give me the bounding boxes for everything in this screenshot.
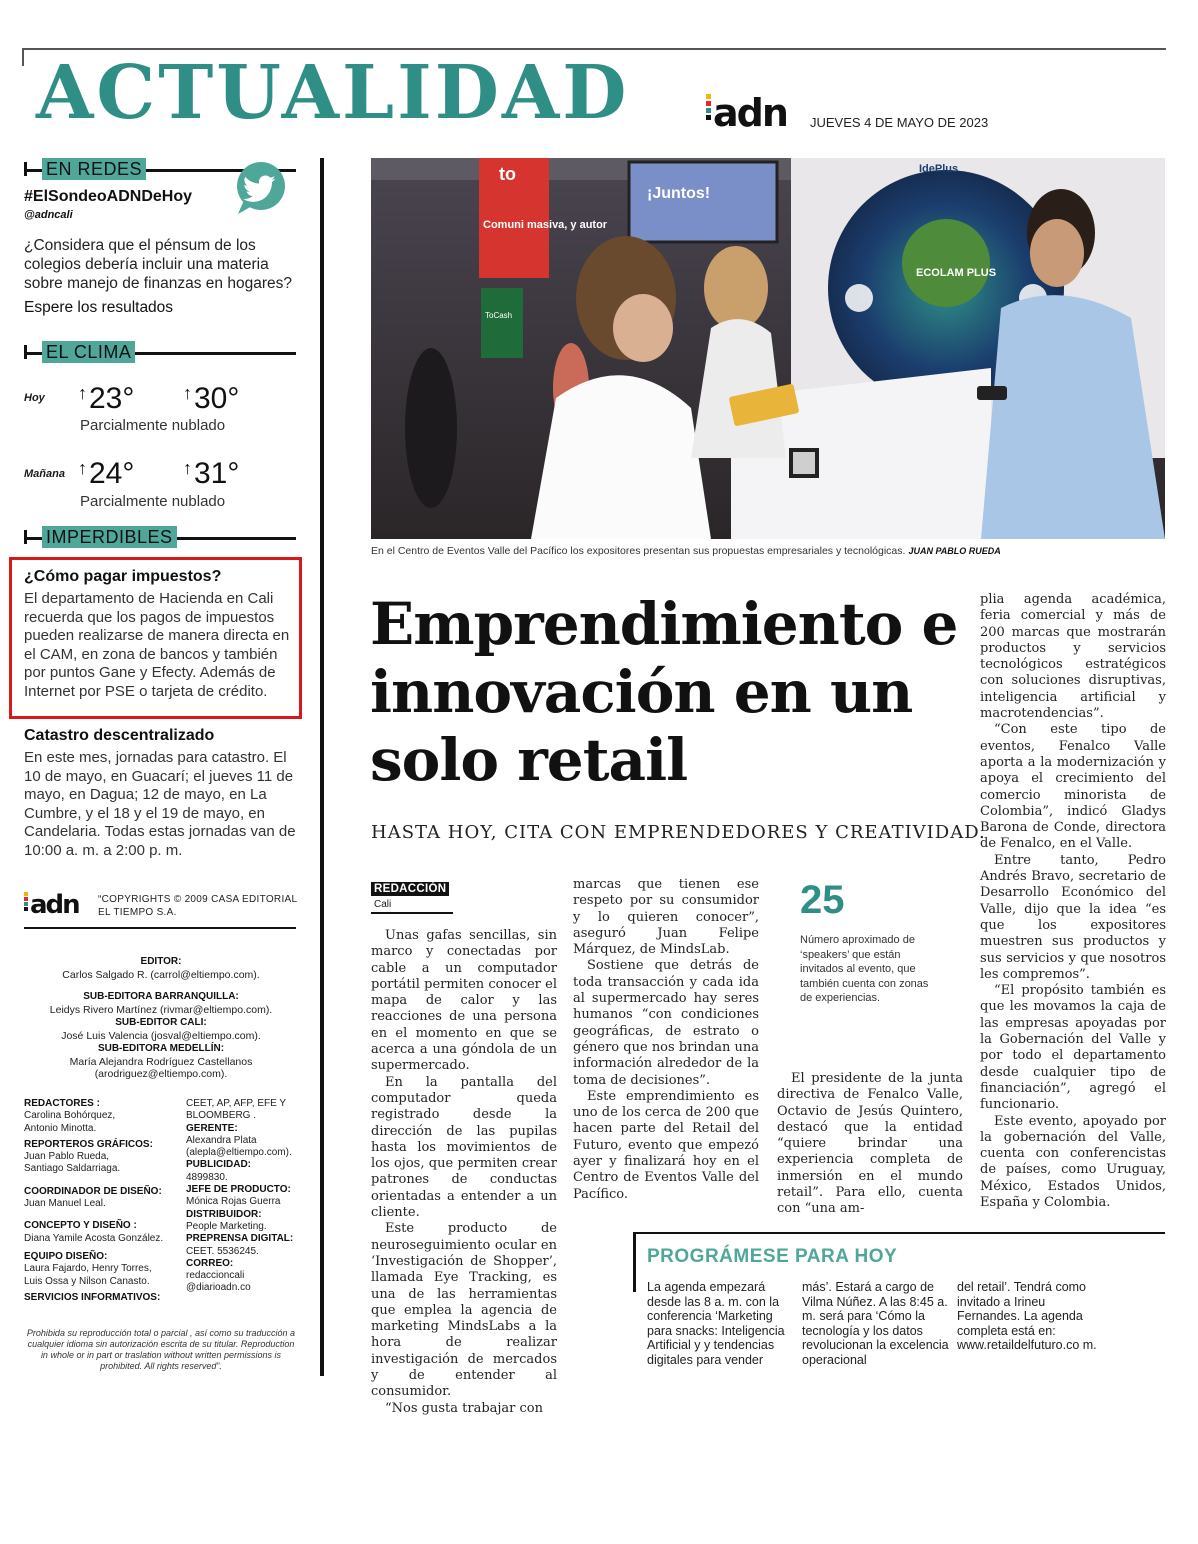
credit-text: Carlos Salgado R. (carrol@eltiempo.com). bbox=[62, 968, 260, 981]
weather-day-label: Mañana bbox=[24, 468, 65, 480]
credit-text: 4899830. bbox=[186, 1171, 228, 1183]
credit-label: REDACTORES : bbox=[24, 1098, 100, 1109]
credit-text: Leidys Rivero Martínez (rivmar@eltiempo.com). bbox=[49, 1003, 273, 1016]
logo-dots bbox=[24, 892, 28, 912]
headline: Emprendimiento e innovación en un solo retail bbox=[370, 590, 958, 794]
article-column-1 bbox=[371, 928, 557, 1417]
arrow-up-icon: ↑ bbox=[183, 458, 192, 478]
credit-text: Diana Yamile Acosta González. bbox=[24, 1232, 164, 1244]
weather-min-temp: ↑23° bbox=[78, 382, 135, 415]
byline-city: Cali bbox=[371, 897, 453, 914]
stat-description: Número aproximado de ‘speakers’ que están invitados al evento, que también cuenta con zonas de experiencias. bbox=[800, 934, 929, 1004]
photo-product: ECOLAM PLUS bbox=[916, 267, 997, 279]
article-paragraph: plia agenda académica, feria comercial y más de 200 marcas que mostrarán productos y servicios tecnológicos estratégicos con soluciones disruptivas, inteligencia artificial y macrotendencias”. bbox=[980, 592, 1166, 722]
credit-text: CEET, AP, AFP, EFE Y BLOOMBERG . bbox=[186, 1098, 286, 1122]
weather-day-label: Hoy bbox=[24, 392, 45, 404]
poll-hashtag: #ElSondeoADNDeHoy bbox=[24, 188, 193, 205]
credit-label: CONCEPTO Y DISEÑO : bbox=[24, 1220, 137, 1232]
caption-text: En el Centro de Eventos Valle del Pacífico los expositores presentan sus propuestas empresariales y tecnológicas. bbox=[371, 545, 906, 557]
program-title: PROGRÁMESE PARA HOY bbox=[647, 1246, 898, 1267]
adn-logo bbox=[706, 91, 787, 135]
article-paragraph: En la pantalla del computador queda registrado desde la dirección de las pupilas hasta los movimientos de los ojos, que permiten crear patrones de conductas orientadas a entender a un cliente. bbox=[371, 1074, 557, 1221]
section-label: EL CLIMA bbox=[42, 341, 135, 363]
article-paragraph: Entre tanto, Pedro Andrés Bravo, secretario de Desarrollo Económico del Valle, dijo que la idea “es que los expositores muestren sus productos y sus servicios y que nosotros les compremos”. bbox=[980, 852, 1166, 982]
logo-text: adn bbox=[713, 91, 787, 135]
credit-label: GERENTE: bbox=[186, 1122, 238, 1134]
item-text: El departamento de Hacienda en Cali recuerda que los pagos de impuestos pueden realizarse de manera directa en el CAM, en zona de bancos y también por puntos Gane y Efecty. Además de Internet por PSE o tarjeta de crédito. bbox=[24, 590, 290, 700]
credit-text: People Marketing. bbox=[186, 1220, 267, 1232]
article-paragraph: “Nos gusta trabajar con bbox=[385, 1400, 543, 1416]
photo-sign-banner: Comuni masiva, y autor bbox=[483, 219, 608, 231]
section-label: IMPERDIBLES bbox=[42, 526, 177, 548]
credit-label: SERVICIOS INFORMATIVOS: bbox=[24, 1291, 161, 1303]
arrow-up-icon: ↑ bbox=[183, 383, 192, 403]
credit-label: CORREO: bbox=[186, 1257, 234, 1269]
legal-notice: Prohibida su reproducción total o parcial , así como su traducción a cualquier idioma sin autorización escrita de su titular. Reproduction in whole or in part or traslation without written permissions is prohibited. All rights reserved”. bbox=[26, 1328, 296, 1371]
weather-max-temp: ↑30° bbox=[183, 382, 240, 415]
logo-text: adn bbox=[30, 890, 79, 920]
program-column-3: del retail’. Tendrá como invitado a Irineu Fernandes. La agenda completa está en: www.retaildelfuturo.co m. bbox=[957, 1280, 1097, 1353]
photo-brand: IdePlus bbox=[919, 163, 959, 175]
article-column-4 bbox=[980, 592, 1166, 1211]
credit-label: PUBLICIDAD: bbox=[186, 1159, 251, 1171]
byline-tag: REDACCIÓN bbox=[371, 882, 449, 896]
section-header-imperdibles bbox=[24, 526, 296, 548]
stat-number: 25 bbox=[800, 878, 845, 922]
article-paragraph: “El propósito también es que les movamos la caja de las empresas apoyadas por la Gobernación del Valle y por todo el departamento desde cualquier tipo de financiación”, agregó el funcionario. bbox=[980, 983, 1166, 1113]
credit-label: COORDINADOR DE DISEÑO: bbox=[24, 1185, 162, 1197]
weather-condition: Parcialmente nublado bbox=[80, 417, 226, 434]
credit-text: Laura Fajardo, Henry Torres, Luis Ossa y Nilson Canasto. bbox=[24, 1263, 152, 1287]
adn-logo-small bbox=[24, 892, 79, 918]
photo-caption bbox=[371, 545, 1001, 557]
article-paragraph: marcas que tienen ese respeto por su consumidor y lo quieren conocer”, aseguró Juan Felipe Márquez, de MindsLab. bbox=[573, 877, 759, 958]
poll-results: Espere los resultados bbox=[24, 299, 174, 316]
credit-label: REPORTEROS GRÁFICOS: bbox=[24, 1138, 153, 1150]
item-text: En este mes, jornadas para catastro. El 10 de mayo, en Guacarí; el jueves 11 de mayo, en Dagua; 12 de mayo, en La Cumbre, y el 18 y el 19 de mayo, en Candelaria. Todas estas jornadas van de 10:00 a. m. a 2:00 p. m. bbox=[24, 749, 296, 859]
byline bbox=[371, 879, 453, 914]
poll-question: ¿Considera que el pénsum de los colegios debería incluir una materia sobre manejo de finanzas en hogares? bbox=[24, 237, 292, 292]
item-title: Catastro descentralizado bbox=[24, 727, 215, 744]
credit-text: María Alejandra Rodríguez Castellanos (arodriguez@eltiempo.com). bbox=[69, 1055, 253, 1080]
credit-text: Alexandra Plata (alepla@eltiempo.com). bbox=[186, 1134, 292, 1159]
column-rule bbox=[320, 158, 324, 1376]
subheadline: HASTA HOY, CITA CON EMPRENDEDORES Y CREATIVIDAD. bbox=[371, 822, 986, 843]
weather-condition: Parcialmente nublado bbox=[80, 493, 226, 510]
article-paragraph: Este evento, apoyado por la gobernación del Valle, cuenta con conferencistas de países, como Uruguay, México, Estados Unidos, España y Colombia. bbox=[980, 1113, 1166, 1210]
event-photo bbox=[371, 158, 1165, 539]
event-photo-illustration bbox=[371, 158, 1165, 539]
divider bbox=[24, 927, 296, 929]
twitter-bubble-icon bbox=[230, 160, 288, 218]
photo-kiosk: ToCash bbox=[485, 311, 513, 320]
logo-dots bbox=[706, 94, 711, 122]
photo-screen-text: ¡Juntos! bbox=[647, 185, 711, 202]
weather-min-temp: ↑24° bbox=[78, 457, 135, 490]
article-paragraph: Unas gafas sencillas, sin marco y conectadas por cable a un computador portátil permiten conocer el mapa de calor y las reacciones de una persona en el momento en que se acerca a una góndola de un supermercado. bbox=[371, 928, 557, 1074]
credit-label: DISTRIBUIDOR: bbox=[186, 1208, 262, 1220]
article-paragraph: El presidente de la junta directiva de Fenalco Valle, Octavio de Jesús Quintero, destacó que la entidad “quiere brindar una experiencia completa de inmersión en el mundo retail”. Para ello, cuenta con “una am- bbox=[777, 1071, 963, 1217]
credit-label: EDITOR: bbox=[140, 956, 182, 967]
article-paragraph: Sostiene que detrás de toda transacción y cada ida al supermercado hay seres humanos “con condiciones geográficas, de estrato o género que nos brindan una información alrededor de la toma de decisiones”. bbox=[573, 958, 759, 1088]
copyright-notice: “COPYRIGHTS © 2009 CASA EDITORIAL EL TIEMPO S.A. bbox=[98, 894, 297, 918]
section-header-clima bbox=[24, 341, 296, 363]
credit-text: Carolina Bohórquez, Antonio Minotta. bbox=[24, 1110, 116, 1134]
masthead-left bbox=[24, 1098, 184, 1304]
top-rule-tick bbox=[22, 48, 24, 66]
credit-label: SUB-EDITOR CALI: bbox=[115, 1017, 207, 1028]
article-column-3 bbox=[777, 1071, 963, 1218]
photo-sign-top: to bbox=[499, 164, 516, 184]
masthead-right bbox=[186, 1098, 301, 1295]
credit-text: José Luis Valencia (josval@eltiempo.com). bbox=[61, 1029, 261, 1042]
credit-label: JEFE DE PRODUCTO: bbox=[186, 1184, 291, 1196]
credit-text: Mónica Rojas Guerra bbox=[186, 1196, 281, 1208]
photo-credit: JUAN PABLO RUEDA bbox=[908, 546, 1001, 556]
weather-max-temp: ↑31° bbox=[183, 457, 240, 490]
article-paragraph: Este emprendimiento es uno de los cerca de 200 que hacen parte del Retail del Futuro, evento que empezó ayer y finalizará hoy en el Centro de Eventos Valle del Pacífico. bbox=[573, 1088, 759, 1202]
section-label: EN REDES bbox=[42, 158, 146, 180]
article-paragraph: “Con este tipo de eventos, Fenalco Valle aporta a la modernización y apoya el crecimiento del comercio minorista de Colombia”, indicó Gladys Barona de Conde, directora de Fenalco, en el Valle. bbox=[980, 722, 1166, 852]
credit-label: SUB-EDITORA MEDELLÍN: bbox=[97, 1043, 225, 1054]
issue-date: JUEVES 4 DE MAYO DE 2023 bbox=[810, 115, 989, 130]
section-title: ACTUALIDAD bbox=[36, 50, 630, 136]
poll-handle: @adncali bbox=[24, 209, 73, 221]
credit-text: Juan Pablo Rueda, Santiago Saldarriaga. bbox=[24, 1151, 121, 1175]
masthead-editors bbox=[24, 955, 298, 1081]
program-column-1: La agenda empezará desde las 8 a. m. con la conferencia ‘Marketing para snacks: Inteligencia Artificial y y tendencias digitales para vender bbox=[647, 1280, 785, 1367]
credit-text: Juan Manuel Leal. bbox=[24, 1198, 106, 1210]
arrow-up-icon: ↑ bbox=[78, 383, 87, 403]
credit-text: CEET. 5536245. bbox=[186, 1245, 259, 1257]
item-title: ¿Cómo pagar impuestos? bbox=[24, 568, 222, 585]
arrow-up-icon: ↑ bbox=[78, 458, 87, 478]
article-paragraph: Este producto de neuroseguimiento ocular en ‘Investigación de Shopper’, llamada Eye Tracking, es una de las herramientas que emplea la agencia de marketing MindsLabs a la hora de realizar investigación de mercados y de entender al consumidor. bbox=[371, 1221, 557, 1400]
credit-label: EQUIPO DISEÑO: bbox=[24, 1250, 108, 1262]
article-column-2 bbox=[573, 877, 759, 1203]
credit-text: redaccioncali @diarioadn.co bbox=[186, 1270, 251, 1294]
credit-label: SUB-EDITORA BARRANQUILLA: bbox=[83, 991, 239, 1002]
credit-label: PREPRENSA DIGITAL: bbox=[186, 1233, 294, 1245]
program-column-2: más’. Estará a cargo de Vilma Núñez. A las 8:45 a. m. será para ‘Cómo la tecnología y los datos revolucionan la excelencia operacional bbox=[802, 1280, 949, 1367]
